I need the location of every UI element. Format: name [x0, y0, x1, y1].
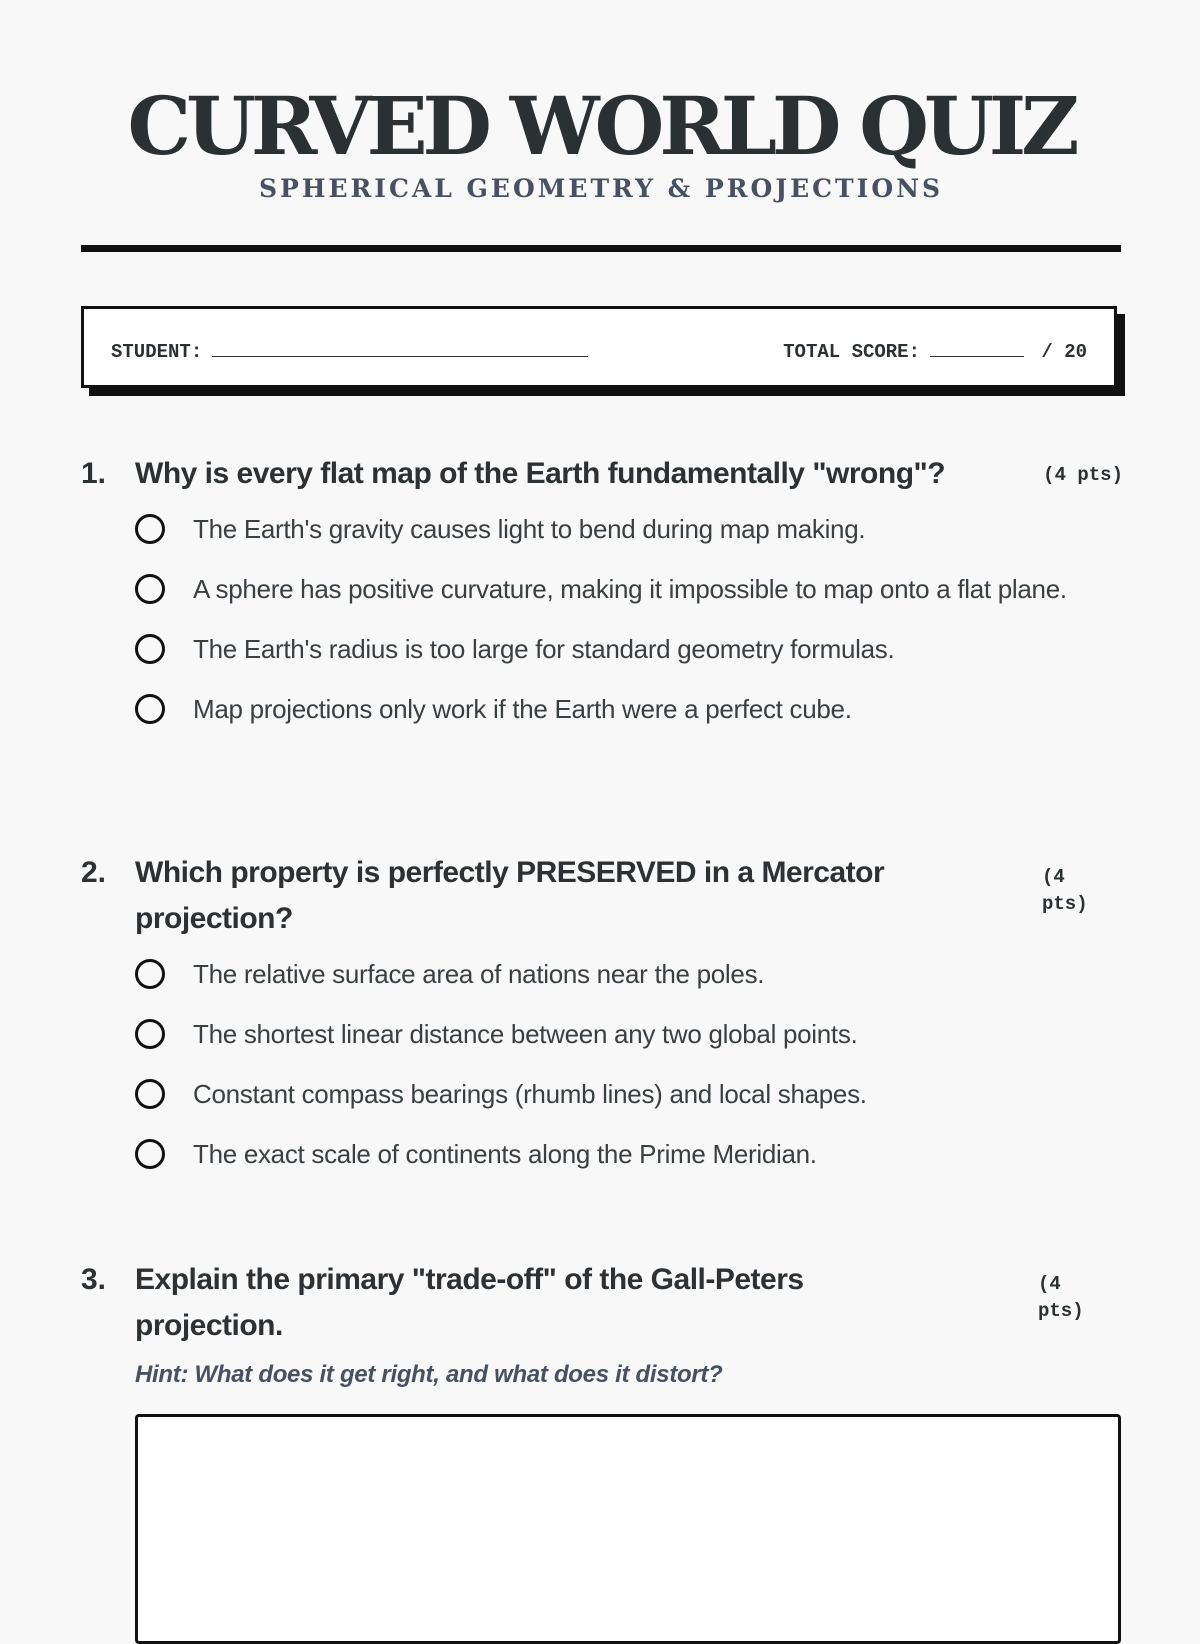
score-label: TOTAL SCORE: — [783, 341, 920, 363]
student-info-box — [81, 306, 1117, 388]
page-title: CURVED WORLD QUIZ — [127, 79, 1075, 173]
question-2 — [81, 850, 1121, 1194]
answer-options — [135, 509, 1121, 729]
radio-button[interactable] — [135, 1079, 165, 1109]
radio-button[interactable] — [135, 959, 165, 989]
option-2b[interactable] — [135, 1014, 1121, 1054]
question-number: 2. — [81, 856, 107, 889]
question-header — [81, 850, 1121, 942]
option-label: The shortest linear distance between any two global points. — [193, 1019, 858, 1049]
option-1d[interactable] — [135, 689, 1121, 729]
option-label: Constant compass bearings (rhumb lines) and local shapes. — [193, 1079, 867, 1109]
option-label: Map projections only work if the Earth were a perfect cube. — [193, 694, 852, 724]
question-text: Explain the primary "trade-off" of the Gall-Peters projection. — [135, 1263, 804, 1342]
score-total: / 20 — [1041, 341, 1087, 363]
question-text: Why is every flat map of the Earth fundamentally "wrong"? — [135, 457, 946, 490]
option-label: The Earth's gravity causes light to bend during map making. — [193, 514, 866, 544]
question-number: 3. — [81, 1263, 107, 1296]
question-header — [81, 1257, 1121, 1349]
answer-options — [135, 954, 1121, 1174]
option-label: A sphere has positive curvature, making it impossible to map onto a flat plane. — [193, 574, 1067, 604]
score-blank[interactable] — [930, 338, 1024, 357]
radio-button[interactable] — [135, 694, 165, 724]
option-2d[interactable] — [135, 1134, 1121, 1174]
option-1c[interactable] — [135, 629, 1121, 669]
question-header — [81, 451, 1121, 497]
answer-textarea[interactable] — [135, 1414, 1121, 1644]
student-label: STUDENT: — [111, 341, 203, 363]
quiz-page — [81, 0, 1123, 1388]
question-number: 1. — [81, 457, 107, 490]
radio-button[interactable] — [135, 514, 165, 544]
question-text: Which property is perfectly PRESERVED in a Mercator projection? — [135, 856, 885, 935]
question-3 — [81, 1257, 1121, 1389]
question-points: (4 pts) — [1043, 464, 1123, 486]
question-points: (4 pts) — [1042, 866, 1088, 915]
header-divider — [81, 245, 1121, 252]
option-2c[interactable] — [135, 1074, 1121, 1114]
radio-button[interactable] — [135, 574, 165, 604]
option-1a[interactable] — [135, 509, 1121, 549]
radio-button[interactable] — [135, 634, 165, 664]
radio-button[interactable] — [135, 1019, 165, 1049]
question-points: (4 pts) — [1038, 1273, 1084, 1322]
option-label: The exact scale of continents along the Prime Meridian. — [193, 1139, 817, 1169]
option-label: The relative surface area of nations near the poles. — [193, 959, 765, 989]
score-field — [783, 338, 1087, 363]
question-hint: Hint: What does it get right, and what does it distort? — [135, 1361, 723, 1388]
option-label: The Earth's radius is too large for standard geometry formulas. — [193, 634, 895, 664]
page-subtitle: SPHERICAL GEOMETRY & PROJECTIONS — [258, 174, 944, 203]
student-name-blank[interactable] — [212, 338, 588, 357]
student-field — [111, 338, 594, 363]
question-1 — [81, 451, 1121, 749]
radio-button[interactable] — [135, 1139, 165, 1169]
option-1b[interactable] — [135, 569, 1121, 609]
option-2a[interactable] — [135, 954, 1121, 994]
